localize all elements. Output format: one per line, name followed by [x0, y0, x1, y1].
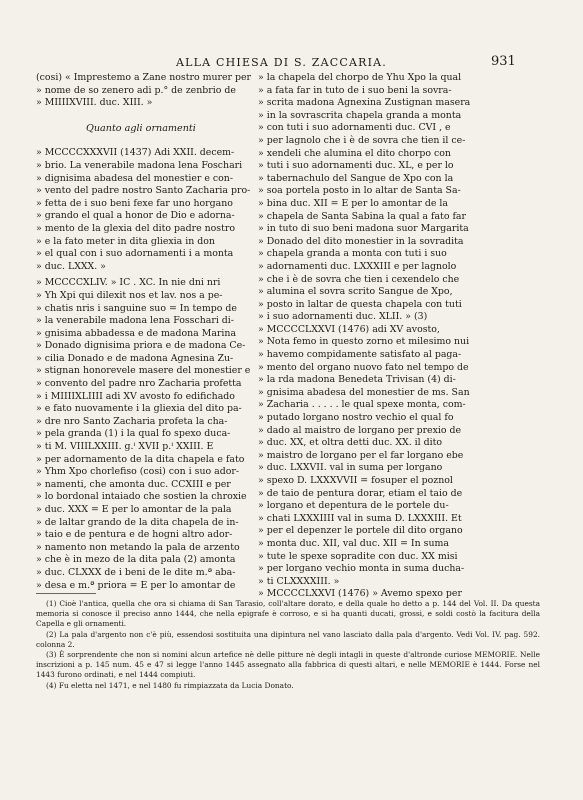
entry-1444 — [36, 277, 279, 592]
text-line: » stignan honorevele masere del monestier e — [36, 365, 251, 377]
text-line: » el qual con i suo adornamenti i a monta — [36, 248, 234, 260]
text-line: » ti M. VIIILXXIII. g.ⁱ XVII p.ⁱ XXIII. E — [36, 441, 214, 453]
text-line: » nome de so zenero adi p.° de zenbrio de — [36, 84, 236, 96]
footnote-rule — [36, 593, 96, 594]
text-line: » desa e m.ª priora = E per lo amontar de — [36, 579, 236, 591]
text-line: » gnisima abadesa del monestier de ms. San — [258, 386, 470, 398]
right-column — [258, 72, 501, 601]
text-line: » soa portela posto in lo altar de Santa Sa- — [258, 185, 461, 197]
text-line: » de laltar grando de la dita chapela de in- — [36, 516, 239, 528]
text-line: » MCCCCXXXVII (1437) Adi XXII. decem- — [36, 147, 235, 159]
text-line: » ti CLXXXXIII. » — [258, 575, 340, 587]
text-line: » putado lorgano nostro vechio el qual fo — [258, 412, 454, 424]
text-line: » per adornamento de la dita chapela e fato — [36, 453, 245, 465]
text-line: » Donado del dito monestier in la sovradita — [258, 235, 464, 247]
footnotes — [36, 599, 540, 691]
text-line: » in tuto di suo beni madona suor Margarita — [258, 223, 469, 235]
text-line: » e fato nuovamente i la gliexia del dito pa- — [36, 403, 242, 415]
text-line: » che è in mezo de la dita pala (2) amonta — [36, 554, 236, 566]
text-line: » namenti, che amonta duc. CCXIII e per — [36, 478, 231, 490]
text-line: » monta duc. XII, val duc. XII = In suma — [258, 537, 449, 549]
text-line: » convento del padre nro Zacharia profetta — [36, 378, 242, 390]
text-line: » dre nro Santo Zacharia profeta la cha- — [36, 415, 228, 427]
text-line: » duc. LXXVII. val in suma per lorgano — [258, 462, 443, 474]
text-line: » vento del padre nostro Santo Zacharia pro- — [36, 185, 251, 197]
text-line: » posto in laltar de questa chapela con tuti — [258, 298, 462, 310]
continuation-block — [258, 72, 501, 324]
text-line: » la chapela del chorpo de Yhu Xpo la qual — [258, 72, 462, 83]
section-heading: Quanto agli ornamenti — [86, 122, 196, 134]
footnote-2: (2) La pala d'argento non c'è più, essendosi sostituita una dipintura nel vano lasciato dalla pala d'argento. Vedi Vol. IV. pag. 592. colonna 2. — [36, 629, 540, 649]
text-line: » MCCCCXLIV. » IC . XC. In nie dni nri — [36, 277, 221, 289]
text-line: » duc. LXXX. » — [36, 260, 106, 272]
text-line: » dado al maistro de lorgano per prexio de — [258, 424, 462, 436]
text-line: » la venerabile madona lena Fosschari di- — [36, 315, 234, 327]
text-line: » duc. XXX = E per lo amontar de la pala — [36, 504, 232, 515]
text-line: » Yhm Xpo chorlefiso (cosi) con i suo ador- — [36, 466, 240, 478]
text-line: » gnisima abbadessa e de madona Marina — [36, 327, 237, 339]
entry-1476-organ — [258, 324, 501, 588]
text-line: » havemo compidamente satisfato al paga- — [258, 349, 462, 361]
text-line: » per lorgano vechio monta in suma ducha- — [258, 563, 465, 575]
text-line: » duc. CLXXX de i beni de le dite m.ª aba- — [36, 566, 236, 578]
text-line: » a fata far in tuto de i suo beni la sovra- — [258, 84, 452, 96]
running-title: ALLA CHIESA DI S. ZACCARIA. — [176, 56, 387, 69]
footnote-3: (3) È sorprendente che non si nomini alcun artefice nè delle pitture nè degli intagli in queste d'altronde curiose MEMORIE. Nelle inscrizioni a p. 145 num. 45 e 47 si legge l'anno 1445 assegnato alla fabbrica di questi altari, e nelle MEMORIE è 1444. Forse nel 1443 furono ordinati, e nel 1444 compiuti. — [36, 650, 540, 680]
text-line: » mento del organo nuovo fato nel tempo de — [258, 361, 469, 373]
text-line: » i suo adornamenti duc. XLII. » (3) — [258, 311, 428, 323]
text-line: » tute le spexe sopradite con duc. XX misi — [258, 550, 458, 562]
footnote-4: (4) Fu eletta nel 1471, e nel 1480 fu rimpiazzata da Lucia Donato. — [46, 680, 294, 690]
text-line: » taio e de pentura e de hogni altro ador- — [36, 529, 233, 541]
text-line: » adornamenti duc. LXXXIII e per lagnolo — [258, 260, 457, 272]
text-line: » xendeli che alumina el dito chorpo con — [258, 147, 451, 159]
text-line: » e la fato meter in dita gliexia in don — [36, 235, 215, 247]
text-line: » fetta de i suo beni fexe far uno horgano — [36, 197, 233, 209]
text-line: » i MIIIIXLIIII adi XV avosto fo edifichado — [36, 390, 235, 402]
text-line: » lo bordonal intaiado che sostien la chroxie — [36, 491, 247, 503]
text-line: » chapela granda a monta con tuti i suo — [258, 248, 447, 260]
text-line: » maistro de lorgano per el far lorgano ebe — [258, 449, 464, 461]
text-line: » Nota femo in questo zorno et milesimo nui — [258, 336, 470, 348]
text-line: » alumina el sovra scrito Sangue de Xpo, — [258, 286, 453, 298]
text-line: » chati LXXXIIII val in suma D. LXXXIII. Et — [258, 512, 462, 524]
text-line: » chatis nris i sanguine suo = In tempo de — [36, 302, 237, 314]
page-header — [0, 56, 583, 72]
text-line: (cosi) « Imprestemo a Zane nostro murer per — [36, 72, 252, 83]
text-line: » de taio de pentura dorar, etiam el taio de — [258, 487, 463, 499]
text-line: » chapela de Santa Sabina la qual a fato far — [258, 210, 466, 222]
text-line: » scrita madona Agnexina Zustignan masera — [258, 97, 471, 109]
text-line: » che i è de sovra che tien i cexendelo che — [258, 273, 460, 285]
text-line: » namento non metando la pala de arzento — [36, 541, 240, 553]
text-line: » grando el qual a honor de Dio e adorna- — [36, 210, 235, 222]
entry-1437 — [36, 147, 279, 273]
text-line: » per el depenzer le portele dil dito organo — [258, 525, 463, 537]
text-line: » Donado dignisima priora e de madona Ce- — [36, 340, 246, 352]
text-line: » la rda madona Benedeta Trivisan (4) di- — [258, 374, 456, 386]
text-line: » lorgano et depentura de le portele du- — [258, 500, 449, 512]
page-number: 931 — [491, 54, 516, 69]
text-line: » MCCCCLXXVI (1476) » Avemo spexo per — [258, 588, 462, 600]
left-column — [36, 72, 279, 592]
text-line: » tabernachulo del Sangue de Xpo con la — [258, 172, 454, 184]
text-line: » per lagnolo che i è de sovra che tien il ce- — [258, 134, 466, 146]
text-line: » pela granda (1) i la qual fo spexo duca- — [36, 428, 231, 440]
text-line: » bina duc. XII = E per lo amontar de la — [258, 197, 449, 209]
footnote-1: (1) Cioè l'antica, quella che ora si chiama di San Tarasio, coll'altare dorato, e della quale ho detto a p. 144 del Vol. II. Da questa memoria si conosce il preciso anno 1444, che nella epigrafe è corroso, e si ha quanti ducati, grossi, e soldi costò la facitura della Capella e gli ornamenti. — [36, 599, 540, 629]
text-line: » con tuti i suo adornamenti duc. CVI , e — [258, 122, 451, 134]
text-line: » duc. XX, et oltra detti duc. XX. il dito — [258, 437, 443, 449]
text-line: » in la sovrascrita chapela granda a monta — [258, 109, 462, 121]
text-line: » spexo D. LXXXVVII = fosuper el poznol — [258, 475, 453, 486]
text-line: » MCCCCLXXVI (1476) adi XV avosto, — [258, 323, 440, 335]
text-line: » brio. La venerabile madona lena Foschari — [36, 159, 243, 171]
text-line: » Zacharia . . . . . le qual spexe monta, com- — [258, 399, 466, 411]
text-line: » cilia Donado e de madona Agnesina Zu- — [36, 352, 234, 364]
text-line: » tuti i suo adornamenti duc. XL, e per lo — [258, 160, 454, 172]
text-line: » mento de la glexia del dito padre nostro — [36, 222, 235, 234]
text-line: » dignisima abadesa del monestier e con- — [36, 172, 233, 184]
text-line: » Yh Xpi qui dilexit nos et lav. nos a pe- — [36, 289, 223, 301]
opening-block — [36, 72, 279, 110]
text-line: » MIIIIXVIII. duc. XIII. » — [36, 97, 153, 109]
